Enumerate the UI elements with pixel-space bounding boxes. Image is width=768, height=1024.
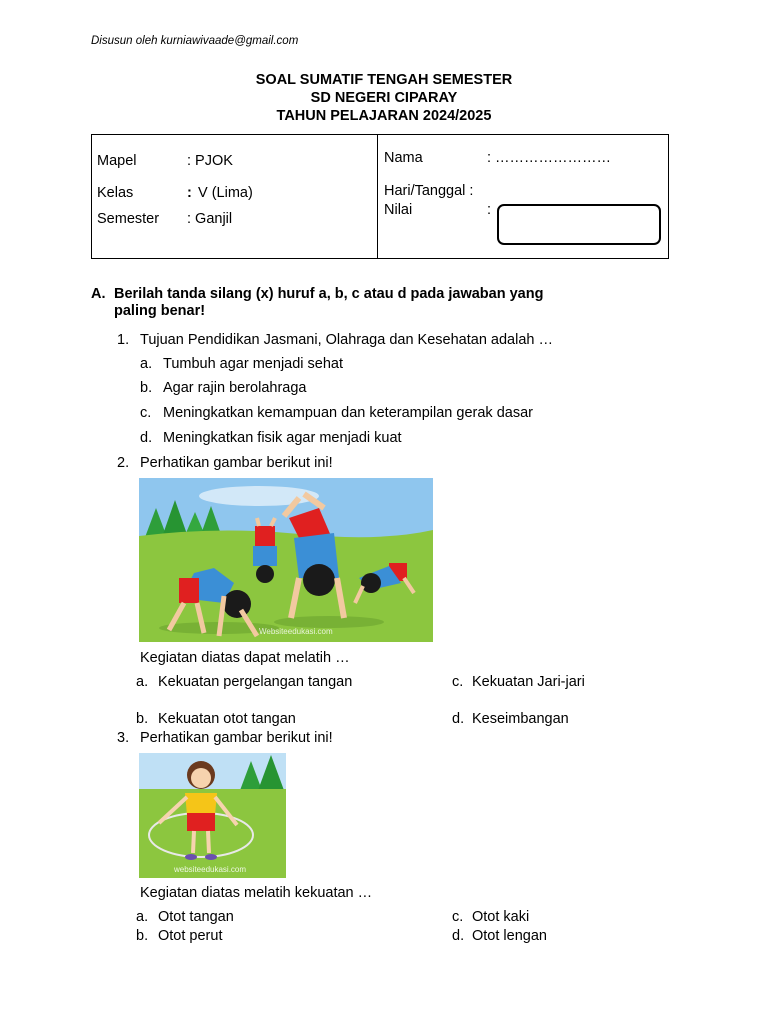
q2-option-b[interactable]: Kekuatan otot tangan — [158, 711, 296, 727]
q3-text: Perhatikan gambar berikut ini! — [140, 730, 333, 746]
q3-option-d[interactable]: Otot lengan — [472, 928, 547, 944]
nilai-label: Nilai — [384, 202, 413, 218]
nama-label: Nama — [384, 150, 423, 166]
q2-option-b-letter[interactable]: b. — [136, 711, 149, 727]
q2-option-d[interactable]: Keseimbangan — [472, 711, 569, 727]
q1-option-c[interactable]: Meningkatkan kemampuan dan keterampilan gerak dasar — [163, 405, 533, 421]
title-line-2: SD NEGERI CIPARAY — [310, 90, 458, 106]
mapel-label: Mapel — [97, 153, 137, 169]
section-a-instruction-1: Berilah tanda silang (x) huruf a, b, c atau d pada jawaban yang — [114, 286, 544, 302]
q3-illustration — [139, 753, 286, 878]
q2-number: 2. — [117, 455, 130, 471]
hari-tanggal-label[interactable]: Hari/Tanggal : — [384, 183, 474, 199]
q3-option-b[interactable]: Otot perut — [158, 928, 223, 944]
semester-value: : Ganjil — [187, 211, 233, 227]
q1-option-d[interactable]: Meningkatkan fisik agar menjadi kuat — [163, 430, 402, 446]
q3-image-watermark: websiteedukasi.com — [174, 865, 247, 874]
q2-option-c-letter[interactable]: c. — [452, 674, 464, 690]
q3-option-b-letter[interactable]: b. — [136, 928, 149, 944]
q3-number: 3. — [117, 730, 130, 746]
q3-option-a[interactable]: Otot tangan — [158, 909, 234, 925]
q2-illustration — [139, 478, 433, 642]
q1-option-b[interactable]: Agar rajin berolahraga — [163, 380, 307, 396]
nama-value[interactable]: : …………………… — [487, 150, 612, 166]
q1-text: Tujuan Pendidikan Jasmani, Olahraga dan Kesehatan adalah … — [140, 332, 553, 348]
q3-prompt: Kegiatan diatas melatih kekuatan … — [140, 885, 373, 901]
q3-option-c[interactable]: Otot kaki — [472, 909, 530, 925]
q3-option-c-letter[interactable]: c. — [452, 909, 464, 925]
q1-option-a[interactable]: Tumbuh agar menjadi sehat — [163, 356, 344, 372]
title-line-1: SOAL SUMATIF TENGAH SEMESTER — [255, 72, 513, 88]
nilai-colon: : — [487, 202, 492, 218]
kelas-colon: : — [187, 185, 192, 201]
q2-option-a-letter[interactable]: a. — [136, 674, 149, 690]
q3-option-d-letter[interactable]: d. — [452, 928, 465, 944]
q2-text: Perhatikan gambar berikut ini! — [140, 455, 333, 471]
q2-prompt: Kegiatan diatas dapat melatih … — [140, 650, 350, 666]
section-a-instruction-2: paling benar! — [114, 303, 206, 319]
author-note: Disusun oleh kurniawivaade@gmail.com — [91, 35, 299, 47]
q1-option-d-letter[interactable]: d. — [140, 430, 153, 446]
section-a-letter: A. — [91, 286, 106, 302]
child-figure-handstand-small — [253, 518, 277, 583]
q1-option-b-letter[interactable]: b. — [140, 380, 153, 396]
mapel-value: : PJOK — [187, 153, 233, 169]
q1-option-a-letter[interactable]: a. — [140, 356, 153, 372]
table-divider — [377, 135, 378, 258]
score-box[interactable] — [497, 204, 661, 245]
kelas-value: V (Lima) — [198, 185, 253, 201]
q1-number: 1. — [117, 332, 130, 348]
q3-option-a-letter[interactable]: a. — [136, 909, 149, 925]
q2-option-c[interactable]: Kekuatan Jari-jari — [472, 674, 585, 690]
title-line-3: TAHUN PELAJARAN 2024/2025 — [276, 108, 492, 124]
q1-option-c-letter[interactable]: c. — [140, 405, 152, 421]
cloud — [199, 486, 319, 506]
semester-label: Semester — [97, 211, 160, 227]
q2-image-watermark: Websiteedukasi.com — [259, 627, 333, 636]
q2-option-d-letter[interactable]: d. — [452, 711, 465, 727]
q2-option-a[interactable]: Kekuatan pergelangan tangan — [158, 674, 353, 690]
kelas-label: Kelas — [97, 185, 134, 201]
